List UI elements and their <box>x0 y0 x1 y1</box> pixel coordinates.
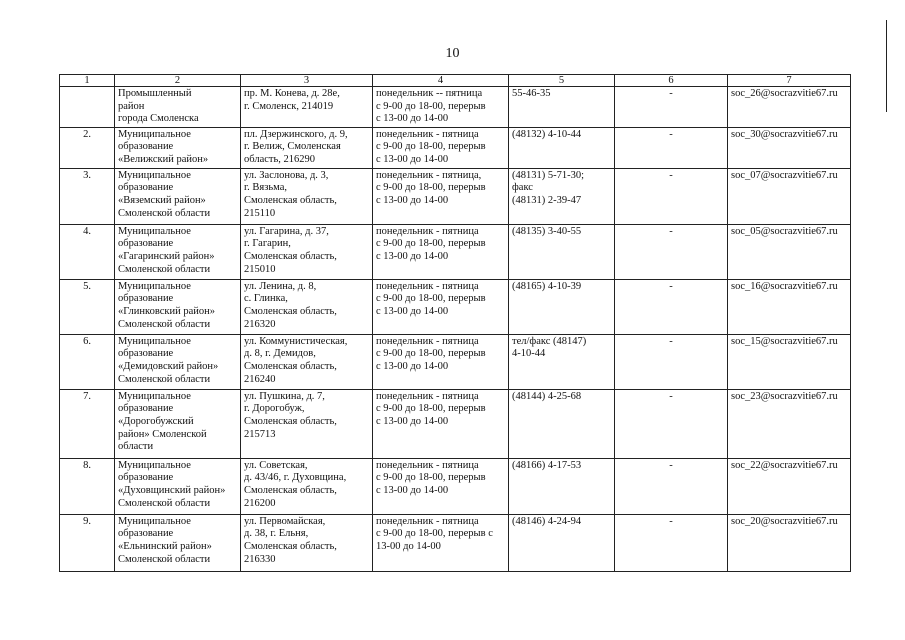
header-cell: 4 <box>373 75 509 87</box>
header-cell: 6 <box>615 75 728 87</box>
table-row <box>60 127 851 168</box>
municipality-cell: Муниципальное образование «Дорогобужский район» Смоленской области <box>115 389 241 458</box>
schedule-cell: понедельник -- пятница с 9-00 до 18-00, перерыв с 13-00 до 14-00 <box>373 87 509 128</box>
offices-table <box>59 74 851 572</box>
phone-cell: (48135) 3-40-55 <box>509 224 615 279</box>
email-cell: soc_23@socrazvitie67.ru <box>728 389 851 458</box>
header-cell: 3 <box>241 75 373 87</box>
header-cell: 1 <box>60 75 115 87</box>
municipality-cell: Муниципальное образование «Вяземский район» Смоленской области <box>115 168 241 224</box>
column-6-cell: - <box>615 514 728 571</box>
table-row <box>60 87 851 128</box>
row-number <box>60 87 115 128</box>
address-cell: ул. Коммунистическая, д. 8, г. Демидов, Смоленская область, 216240 <box>241 334 373 389</box>
column-6-cell: - <box>615 334 728 389</box>
table-row <box>60 458 851 514</box>
phone-cell: 55-46-35 <box>509 87 615 128</box>
table-row <box>60 168 851 224</box>
schedule-cell: понедельник - пятница с 9-00 до 18-00, перерыв с 13-00 до 14-00 <box>373 279 509 334</box>
municipality-cell: Муниципальное образование «Велижский район» <box>115 127 241 168</box>
phone-cell: (48132) 4-10-44 <box>509 127 615 168</box>
phone-cell: (48144) 4-25-68 <box>509 389 615 458</box>
email-cell: soc_15@socrazvitie67.ru <box>728 334 851 389</box>
table-row <box>60 514 851 571</box>
address-cell: ул. Пушкина, д. 7, г. Дорогобуж, Смоленская область, 215713 <box>241 389 373 458</box>
municipality-cell: Муниципальное образование «Демидовский район» Смоленской области <box>115 334 241 389</box>
email-cell: soc_30@socrazvitie67.ru <box>728 127 851 168</box>
address-cell: пр. М. Конева, д. 28е, г. Смоленск, 214019 <box>241 87 373 128</box>
address-cell: ул. Советская, д. 43/46, г. Духовщина, Смоленская область, 216200 <box>241 458 373 514</box>
table-row <box>60 279 851 334</box>
phone-cell: (48166) 4-17-53 <box>509 458 615 514</box>
email-cell: soc_16@socrazvitie67.ru <box>728 279 851 334</box>
row-number: 5. <box>60 279 115 334</box>
phone-cell: (48146) 4-24-94 <box>509 514 615 571</box>
schedule-cell: понедельник - пятница с 9-00 до 18-00, перерыв с 13-00 до 14-00 <box>373 458 509 514</box>
column-6-cell: - <box>615 458 728 514</box>
table-row <box>60 224 851 279</box>
header-cell: 2 <box>115 75 241 87</box>
page-number: 10 <box>445 46 460 61</box>
header-cell: 7 <box>728 75 851 87</box>
column-6-cell: - <box>615 279 728 334</box>
phone-cell: тел/факс (48147) 4-10-44 <box>509 334 615 389</box>
schedule-cell: понедельник - пятница с 9-00 до 18-00, перерыв с 13-00 до 14-00 <box>373 127 509 168</box>
address-cell: ул. Гагарина, д. 37, г. Гагарин, Смоленская область, 215010 <box>241 224 373 279</box>
email-cell: soc_20@socrazvitie67.ru <box>728 514 851 571</box>
address-cell: ул. Заслонова, д. 3, г. Вязьма, Смоленская область, 215110 <box>241 168 373 224</box>
table-row <box>60 334 851 389</box>
row-number: 3. <box>60 168 115 224</box>
row-number: 4. <box>60 224 115 279</box>
schedule-cell: понедельник - пятница с 9-00 до 18-00, перерыв с 13-00 до 14-00 <box>373 224 509 279</box>
row-number: 7. <box>60 389 115 458</box>
header-row <box>60 75 851 87</box>
column-6-cell: - <box>615 389 728 458</box>
phone-cell: (48165) 4-10-39 <box>509 279 615 334</box>
address-cell: ул. Первомайская, д. 38, г. Ельня, Смоленская область, 216330 <box>241 514 373 571</box>
row-number: 6. <box>60 334 115 389</box>
row-number: 8. <box>60 458 115 514</box>
email-cell: soc_26@socrazvitie67.ru <box>728 87 851 128</box>
column-6-cell: - <box>615 168 728 224</box>
address-cell: пл. Дзержинского, д. 9, г. Велиж, Смоленская область, 216290 <box>241 127 373 168</box>
email-cell: soc_05@socrazvitie67.ru <box>728 224 851 279</box>
column-6-cell: - <box>615 127 728 168</box>
municipality-cell: Муниципальное образование «Глинковский район» Смоленской области <box>115 279 241 334</box>
header-cell: 5 <box>509 75 615 87</box>
municipality-cell: Промышленный район города Смоленска <box>115 87 241 128</box>
row-number: 9. <box>60 514 115 571</box>
schedule-cell: понедельник - пятница с 9-00 до 18-00, перерыв с 13-00 до 14-00 <box>373 389 509 458</box>
municipality-cell: Муниципальное образование «Ельнинский район» Смоленской области <box>115 514 241 571</box>
municipality-cell: Муниципальное образование «Гагаринский район» Смоленской области <box>115 224 241 279</box>
column-6-cell: - <box>615 224 728 279</box>
email-cell: soc_07@socrazvitie67.ru <box>728 168 851 224</box>
row-number: 2. <box>60 127 115 168</box>
column-6-cell: - <box>615 87 728 128</box>
table-row <box>60 389 851 458</box>
address-cell: ул. Ленина, д. 8, с. Глинка, Смоленская область, 216320 <box>241 279 373 334</box>
schedule-cell: понедельник - пятница с 9-00 до 18-00, перерыв с 13-00 до 14-00 <box>373 334 509 389</box>
page-edge-line <box>886 20 887 112</box>
schedule-cell: понедельник - пятница с 9-00 до 18-00, перерыв с 13-00 до 14-00 <box>373 514 509 571</box>
email-cell: soc_22@socrazvitie67.ru <box>728 458 851 514</box>
municipality-cell: Муниципальное образование «Духовщинский район» Смоленской области <box>115 458 241 514</box>
phone-cell: (48131) 5-71-30; факс (48131) 2-39-47 <box>509 168 615 224</box>
schedule-cell: понедельник - пятница, с 9-00 до 18-00, перерыв с 13-00 до 14-00 <box>373 168 509 224</box>
